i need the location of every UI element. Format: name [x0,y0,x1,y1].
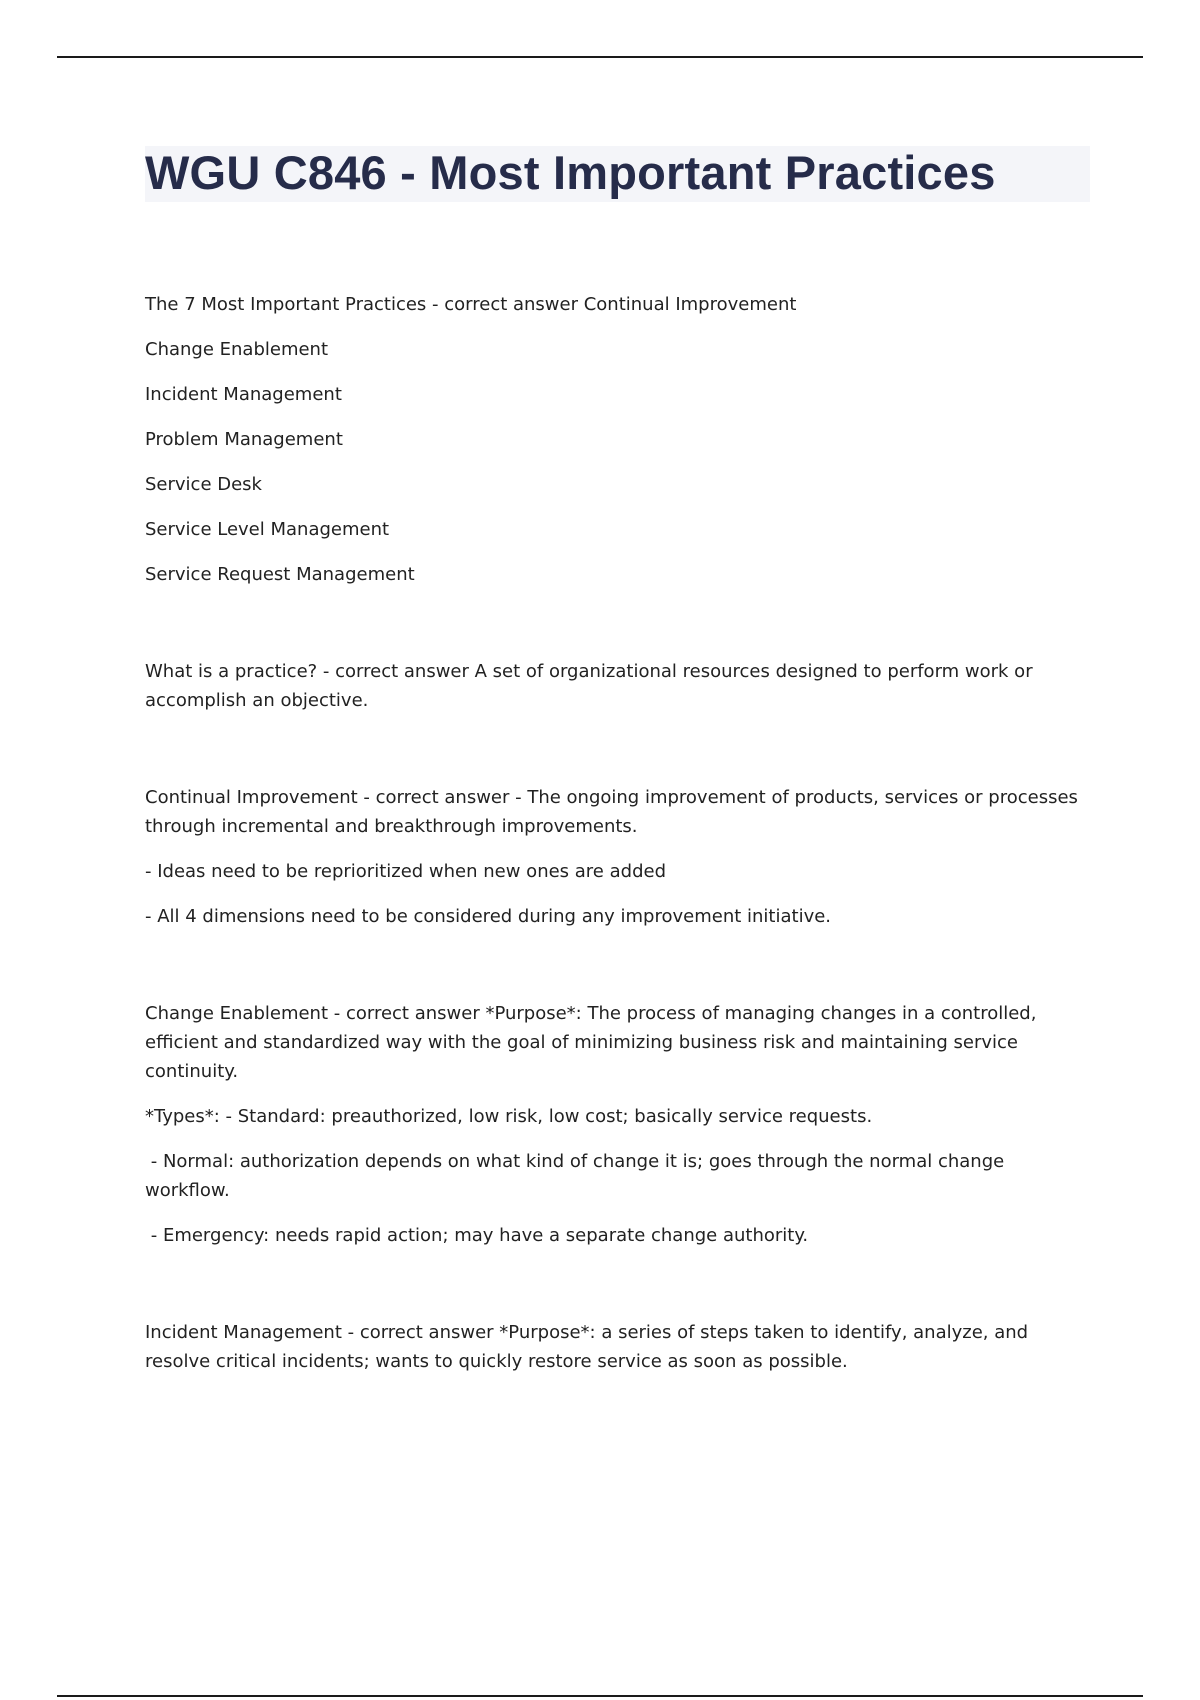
entry-most-important-practices [145,290,1090,589]
page-title: WGU C846 - Most Important Practices [145,146,996,199]
document-body [145,290,1090,1392]
entry-line: - Ideas need to be reprioritized when new ones are added [145,861,666,882]
entry-line: The 7 Most Important Practices - correct answer Continual Improvement [145,294,797,315]
entry-line: What is a practice? - correct answer A set of organizational resources designed to perform work or accomplish an objective. [145,661,1033,711]
entry-continual-improvement [145,783,1090,931]
entry-line: Service Request Management [145,564,415,585]
entry-line: *Types*: - Standard: preauthorized, low risk, low cost; basically service requests. [145,1106,873,1127]
entry-change-enablement [145,999,1090,1250]
entry-spacer [145,1266,1090,1318]
entry-spacer [145,731,1090,783]
bottom-rule [57,1695,1143,1697]
entry-line: Incident Management [145,384,342,405]
entry-incident-management [145,1318,1090,1376]
entry-line: - Emergency: needs rapid action; may have a separate change authority. [145,1225,809,1246]
entry-line: Problem Management [145,429,343,450]
entry-spacer [145,947,1090,999]
entry-line: Service Desk [145,474,262,495]
top-rule [57,56,1143,58]
entry-line: Continual Improvement - correct answer - The ongoing improvement of products, services or processes through incremental and breakthrough improvements. [145,787,1078,837]
entry-line: Service Level Management [145,519,390,540]
entry-line: - Normal: authorization depends on what kind of change it is; goes through the normal change workflow. [145,1151,1010,1201]
entry-line: Change Enablement [145,339,329,360]
entry-line: Incident Management - correct answer *Purpose*: a series of steps taken to identify, analyze, and resolve critical incidents; wants to quickly restore service as soon as possible. [145,1322,1029,1372]
entry-what-is-practice [145,657,1090,715]
entry-line: Change Enablement - correct answer *Purpose*: The process of managing changes in a controlled, efficient and standardized way with the goal of minimizing business risk and maintaining service continuity. [145,1003,1037,1082]
entry-spacer [145,605,1090,657]
entry-line: - All 4 dimensions need to be considered during any improvement initiative. [145,906,832,927]
